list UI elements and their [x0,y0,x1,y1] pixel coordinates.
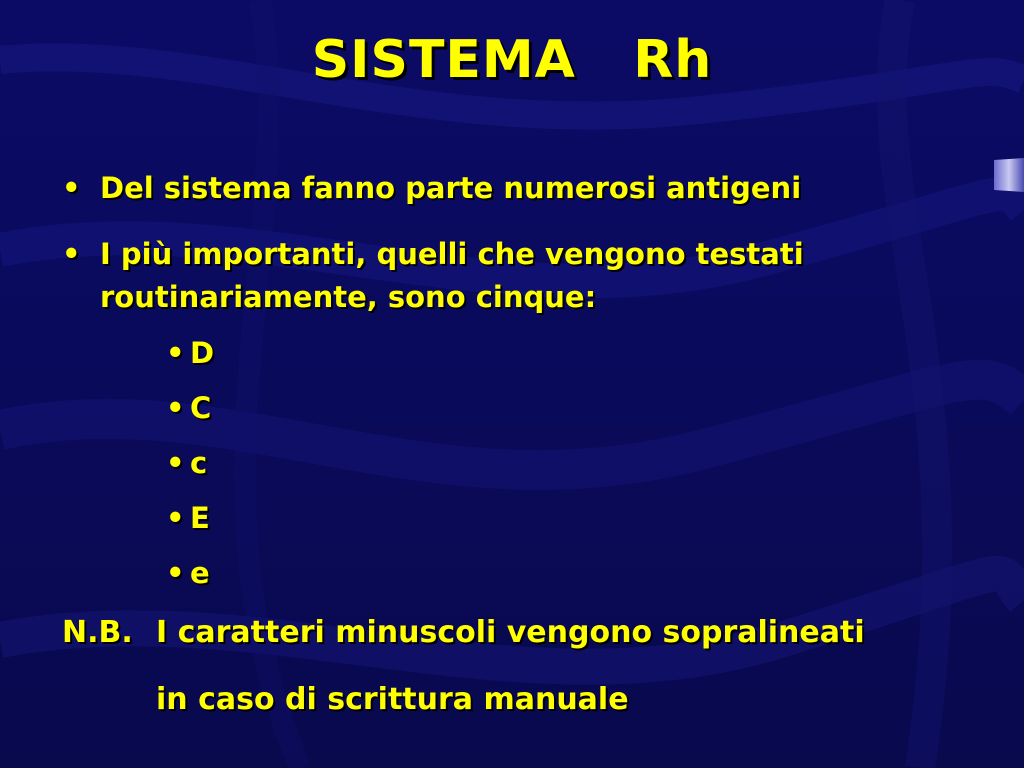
antigen-item-C: C [190,391,212,425]
decorative-tab-icon [990,158,1024,192]
sub-bullet-marker: • [166,501,185,535]
antigen-item-c: c [190,446,208,480]
sub-bullet-marker: • [166,391,185,425]
bullet-text-important-line1: I più importanti, quelli che vengono testati [100,237,804,271]
bullet-marker: • [62,237,81,271]
antigen-item-E: E [190,501,210,535]
bullet-marker: • [62,171,81,205]
sub-bullet-marker: • [166,446,185,480]
sub-bullet-marker: • [166,556,185,590]
note-line-1: I caratteri minuscoli vengono sopralineati [156,615,865,650]
antigen-item-e: e [190,556,210,590]
antigen-item-D: D [190,336,215,370]
bullet-text-antigens: Del sistema fanno parte numerosi antigeni [100,171,802,205]
note-label: N.B. [62,615,133,650]
sub-bullet-marker: • [166,336,185,370]
note-line-2: in caso di scrittura manuale [156,682,629,717]
slide-title: SISTEMA Rh [311,30,713,90]
bullet-text-important-line2: routinariamente, sono cinque: [100,280,597,314]
